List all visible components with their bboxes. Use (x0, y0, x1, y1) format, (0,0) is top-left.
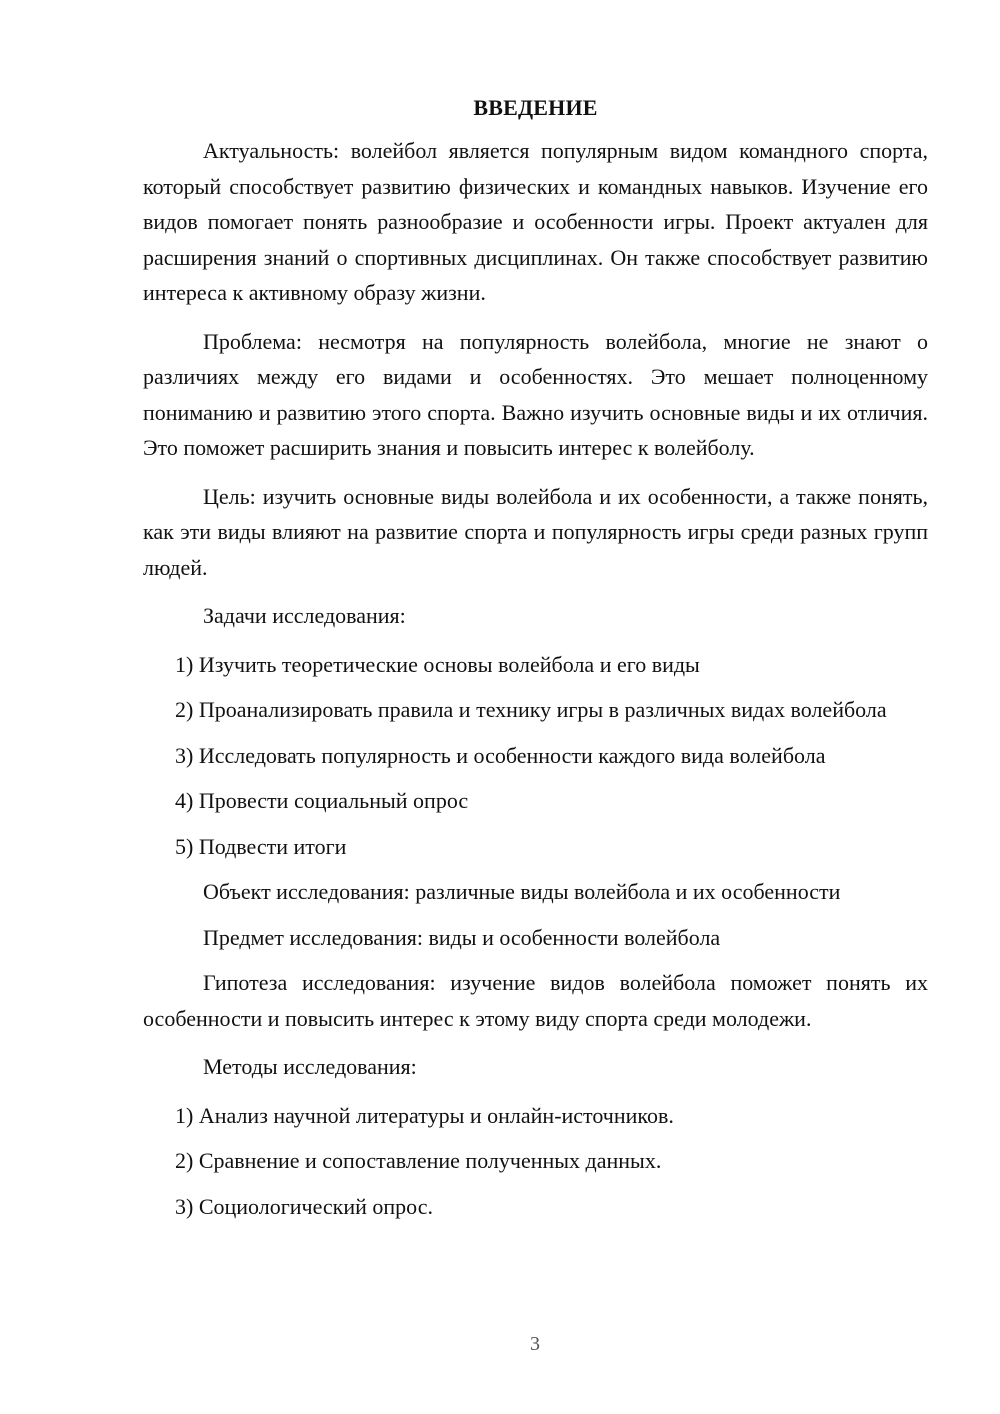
page-number: 3 (530, 1333, 540, 1355)
object-paragraph: Объект исследования: различные виды волейбола и их особенности (203, 879, 841, 904)
method-item: 2) Сравнение и сопоставление полученных данных. (175, 1148, 662, 1173)
subject-paragraph: Предмет исследования: виды и особенности волейбола (203, 924, 721, 950)
methods-heading: Методы исследования: (203, 1054, 417, 1079)
tasks-heading: Задачи исследования: (203, 603, 406, 628)
task-item: 3) Исследовать популярность и особенности каждого вида волейбола (175, 742, 826, 768)
task-item: 4) Провести социальный опрос (175, 788, 469, 813)
page-content (143, 94, 928, 1234)
problem-paragraph: Проблема: несмотря на популярность волейбола, многие не знают о различиях между его видами и особенностях. Это мешает полноценному пониманию и развитию этого спорта. Важно изучить основные виды и их отличия. Это поможет расширить знания и повысить интерес к волейболу. (143, 328, 928, 460)
hypothesis-paragraph: Гипотеза исследования: изучение видов волейбола поможет понять их особенности и повысить интерес к этому виду спорта среди молодежи. (143, 970, 928, 1031)
task-item: 5) Подвести итоги (175, 833, 347, 859)
task-item: 1) Изучить теоретические основы волейбола и его виды (175, 651, 700, 677)
page-title: ВВЕДЕНИЕ (473, 95, 598, 120)
method-item: 1) Анализ научной литературы и онлайн-источников. (175, 1102, 674, 1128)
task-item: 2) Проанализировать правила и технику игры в различных видах волейбола (175, 697, 887, 722)
relevance-paragraph: Актуальность: волейбол является популярным видом командного спорта, который способствует развитию физических и командных навыков. Изучение его видов помогает понять разнообразие и особенности игры. Проект актуален для расширения знаний о спортивных дисциплинах. Он также способствует развитию интереса к активному образу жизни. (143, 138, 928, 305)
method-item: 3) Социологический опрос. (175, 1193, 433, 1219)
goal-paragraph: Цель: изучить основные виды волейбола и их особенности, а также понять, как эти виды влияют на развитие спорта и популярность игры среди разных групп людей. (143, 483, 928, 580)
